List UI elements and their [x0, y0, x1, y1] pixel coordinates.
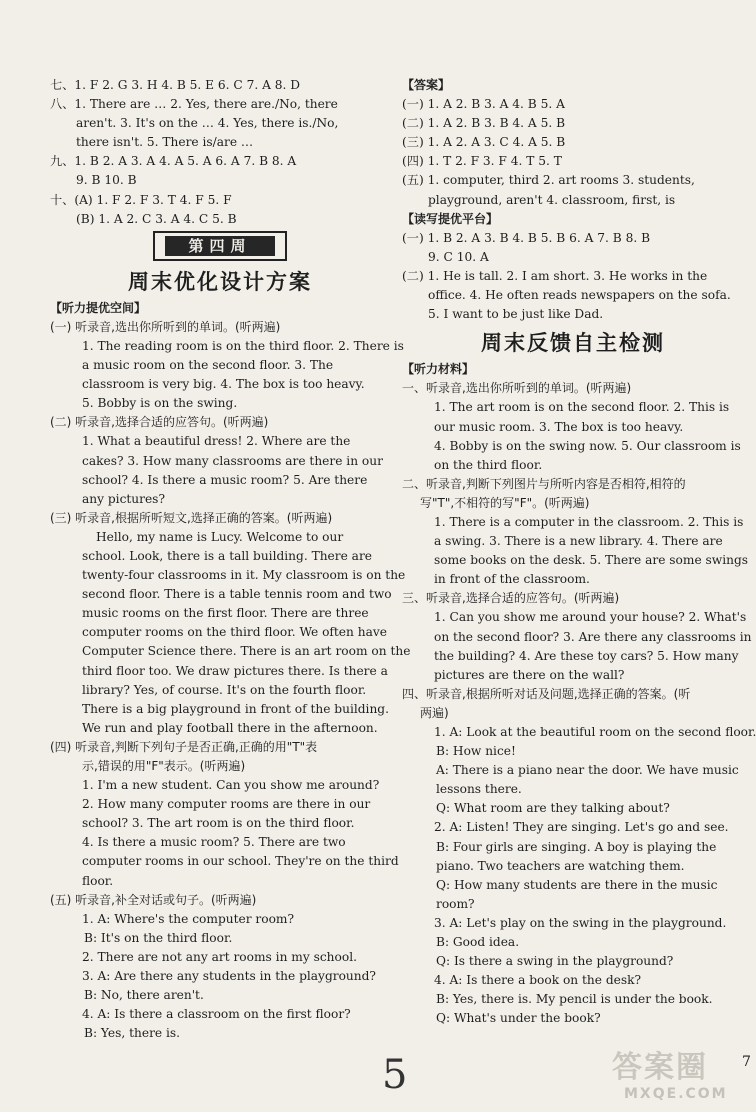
text-line: 5. I want to be just like Dad.: [428, 307, 604, 322]
text-line: aren't. 3. It's on the … 4. Yes, there is./No,: [76, 116, 339, 131]
text-line: classroom is very big. 4. The box is too heavy.: [82, 377, 365, 392]
text-line: 1. The reading room is on the third floor. 2. There is: [82, 338, 404, 353]
page-number: 5: [382, 1052, 408, 1098]
text-line: a music room on the second floor. 3. The: [82, 358, 334, 373]
text-line: 4. A: Is there a book on the desk?: [434, 973, 642, 988]
text-line: (三) 听录音,根据所听短文,选择正确的答案。(听两遍): [50, 510, 333, 525]
text-line: Q: Is there a swing in the playground?: [436, 954, 674, 969]
text-line: Computer Science there. There is an art room on the: [82, 644, 411, 659]
watermark-logo: 答案圈: [612, 1050, 708, 1085]
text-line: school? 4. Is there a music room? 5. Are there: [82, 472, 368, 487]
text-line: 九、1. B 2. A 3. A 4. A 5. A 6. A 7. B 8. A: [50, 154, 297, 169]
text-line: 【听力材料】: [402, 362, 475, 377]
text-line: A: There is a piano near the door. We have music: [436, 763, 739, 778]
text-line: 1. There is a computer in the classroom. 2. This is: [434, 514, 744, 529]
text-line: 2. How many computer rooms are there in our: [82, 797, 371, 812]
text-line: lessons there.: [436, 782, 522, 797]
text-line: computer rooms on the third floor. We often have: [82, 625, 387, 640]
text-line: 二、听录音,判断下列图片与所听内容是否相符,相符的: [402, 476, 686, 491]
text-line: school. Look, there is a tall building. There are: [82, 548, 372, 563]
text-line: 十、(A) 1. F 2. F 3. T 4. F 5. F: [50, 192, 232, 207]
text-line: 4. A: Is there a classroom on the first floor?: [82, 1007, 351, 1022]
text-line: 示,错误的用"F"表示。(听两遍): [82, 759, 246, 773]
text-line: cakes? 3. How many classrooms are there in our: [82, 453, 383, 468]
text-line: on the second floor? 3. Are there any classrooms in: [434, 629, 752, 644]
text-line: 3. A: Let's play on the swing in the playground.: [434, 915, 727, 930]
text-line: 【听力提优空间】: [50, 300, 147, 315]
text-line: 1. A: Look at the beautiful room on the second floor.: [434, 725, 756, 739]
section-heading: 周末优化设计方案: [128, 269, 312, 294]
text-line: room?: [436, 896, 475, 911]
text-line: B: It's on the third floor.: [84, 930, 233, 945]
text-line: (五) 1. computer, third 2. art rooms 3. students,: [402, 173, 695, 188]
text-line: office. 4. He often reads newspapers on the sofa.: [428, 288, 731, 303]
week-banner-frame: [153, 231, 287, 261]
text-line: 三、听录音,选择合适的应答句。(听两遍): [402, 591, 620, 606]
text-line: (四) 1. T 2. F 3. F 4. T 5. T: [402, 154, 562, 169]
text-line: 两遍): [420, 705, 449, 720]
text-line: 5. Bobby is on the swing.: [82, 396, 238, 411]
text-line: 1. I'm a new student. Can you show me around?: [82, 778, 380, 793]
text-line: third floor too. We draw pictures there. Is there a: [82, 663, 388, 678]
text-line: Q: How many students are there in the music: [436, 877, 718, 892]
text-line: (四) 听录音,判断下列句子是否正确,正确的用"T"表: [50, 739, 318, 754]
text-line: playground, aren't 4. classroom, first, is: [428, 192, 676, 207]
edge-digit: 7: [742, 1054, 751, 1070]
text-line: library? Yes, of course. It's on the fourth floor.: [82, 682, 367, 697]
text-line: Q: What room are they talking about?: [436, 801, 670, 816]
text-line: music rooms on the first floor. There are three: [82, 606, 369, 621]
text-line: 【读写提优平台】: [402, 211, 499, 226]
text-line: second floor. There is a table tennis room and two: [82, 587, 392, 602]
text-line: twenty-four classrooms in it. My classroom is on the: [82, 568, 406, 583]
text-line: We run and play football there in the afternoon.: [82, 720, 378, 735]
text-line: (一) 1. A 2. B 3. A 4. B 5. A: [402, 97, 565, 112]
text-line: B: No, there aren't.: [84, 988, 204, 1003]
text-line: 四、听录音,根据所听对话及问题,选择正确的答案。(听: [402, 686, 691, 701]
text-line: (二) 1. He is tall. 2. I am short. 3. He works in the: [402, 268, 708, 283]
week-banner-label: 第四周: [165, 236, 275, 256]
text-line: (一) 听录音,选出你所听到的单词。(听两遍): [50, 319, 281, 334]
text-line: 9. C 10. A: [428, 249, 489, 264]
text-line: (二) 听录音,选择合适的应答句。(听两遍): [50, 415, 269, 430]
text-line: on the third floor.: [434, 457, 543, 472]
text-line: B: Yes, there is. My pencil is under the book.: [436, 992, 713, 1007]
text-line: in front of the classroom.: [434, 572, 590, 587]
text-line: B: Four girls are singing. A boy is playing the: [436, 839, 717, 854]
text-line: there isn't. 5. There is/are …: [76, 135, 254, 150]
text-line: (二) 1. A 2. B 3. B 4. A 5. B: [402, 116, 566, 131]
left-column: [50, 76, 411, 1043]
text-line: (三) 1. A 2. A 3. C 4. A 5. B: [402, 135, 566, 150]
text-line: 4. Is there a music room? 5. There are two: [82, 835, 346, 850]
text-line: 3. A: Are there any students in the playground?: [82, 969, 376, 984]
text-line: 七、1. F 2. G 3. H 4. B 5. E 6. C 7. A 8. D: [50, 78, 301, 92]
text-line: 2. There are not any art rooms in my school.: [82, 949, 357, 964]
text-line: 1. What a beautiful dress! 2. Where are the: [82, 434, 351, 449]
text-line: (B) 1. A 2. C 3. A 4. C 5. B: [76, 211, 237, 226]
text-line: Hello, my name is Lucy. Welcome to our: [96, 529, 344, 544]
text-line: our music room. 3. The box is too heavy.: [434, 419, 684, 434]
text-line: computer rooms in our school. They're on the third: [82, 854, 399, 869]
text-line: 9. B 10. B: [76, 173, 137, 188]
text-line: 写"T",不相符的写"F"。(听两遍): [420, 495, 590, 510]
text-line: 2. A: Listen! They are singing. Let's go and see.: [434, 820, 729, 835]
text-line: a swing. 3. There is a new library. 4. There are: [434, 534, 723, 549]
section-heading: 周末反馈自主检测: [481, 331, 665, 356]
text-line: 4. Bobby is on the swing now. 5. Our classroom is: [434, 438, 741, 453]
week-banner: [50, 231, 390, 261]
text-line: (五) 听录音,补全对话或句子。(听两遍): [50, 892, 257, 907]
text-line: 1. A: Where's the computer room?: [82, 911, 294, 926]
text-line: the building? 4. Are these toy cars? 5. How many: [434, 648, 739, 663]
text-line: There is a big playground in front of the building.: [82, 701, 389, 716]
text-line: pictures are there on the wall?: [434, 667, 625, 682]
text-line: some books on the desk. 5. There are some swings: [434, 553, 749, 568]
text-line: school? 3. The art room is on the third floor.: [82, 816, 355, 831]
text-line: 1. The art room is on the second floor. 2. This is: [434, 400, 730, 415]
text-line: any pictures?: [82, 491, 165, 506]
right-column: [402, 76, 756, 1029]
text-line: floor.: [82, 873, 114, 888]
text-line: piano. Two teachers are watching them.: [436, 858, 685, 873]
text-line: B: Good idea.: [436, 935, 520, 950]
text-line: 八、1. There are … 2. Yes, there are./No, there: [50, 97, 338, 112]
text-line: 【答案】: [402, 78, 451, 92]
text-line: Q: What's under the book?: [436, 1011, 601, 1026]
text-line: 一、听录音,选出你所听到的单词。(听两遍): [402, 381, 632, 396]
text-line: 1. Can you show me around your house? 2. What's: [434, 610, 747, 625]
text-line: (一) 1. B 2. A 3. B 4. B 5. B 6. A 7. B 8. B: [402, 230, 651, 245]
text-line: B: How nice!: [436, 744, 516, 759]
watermark-url: MXQE.COM: [624, 1086, 728, 1102]
text-line: B: Yes, there is.: [84, 1026, 181, 1041]
